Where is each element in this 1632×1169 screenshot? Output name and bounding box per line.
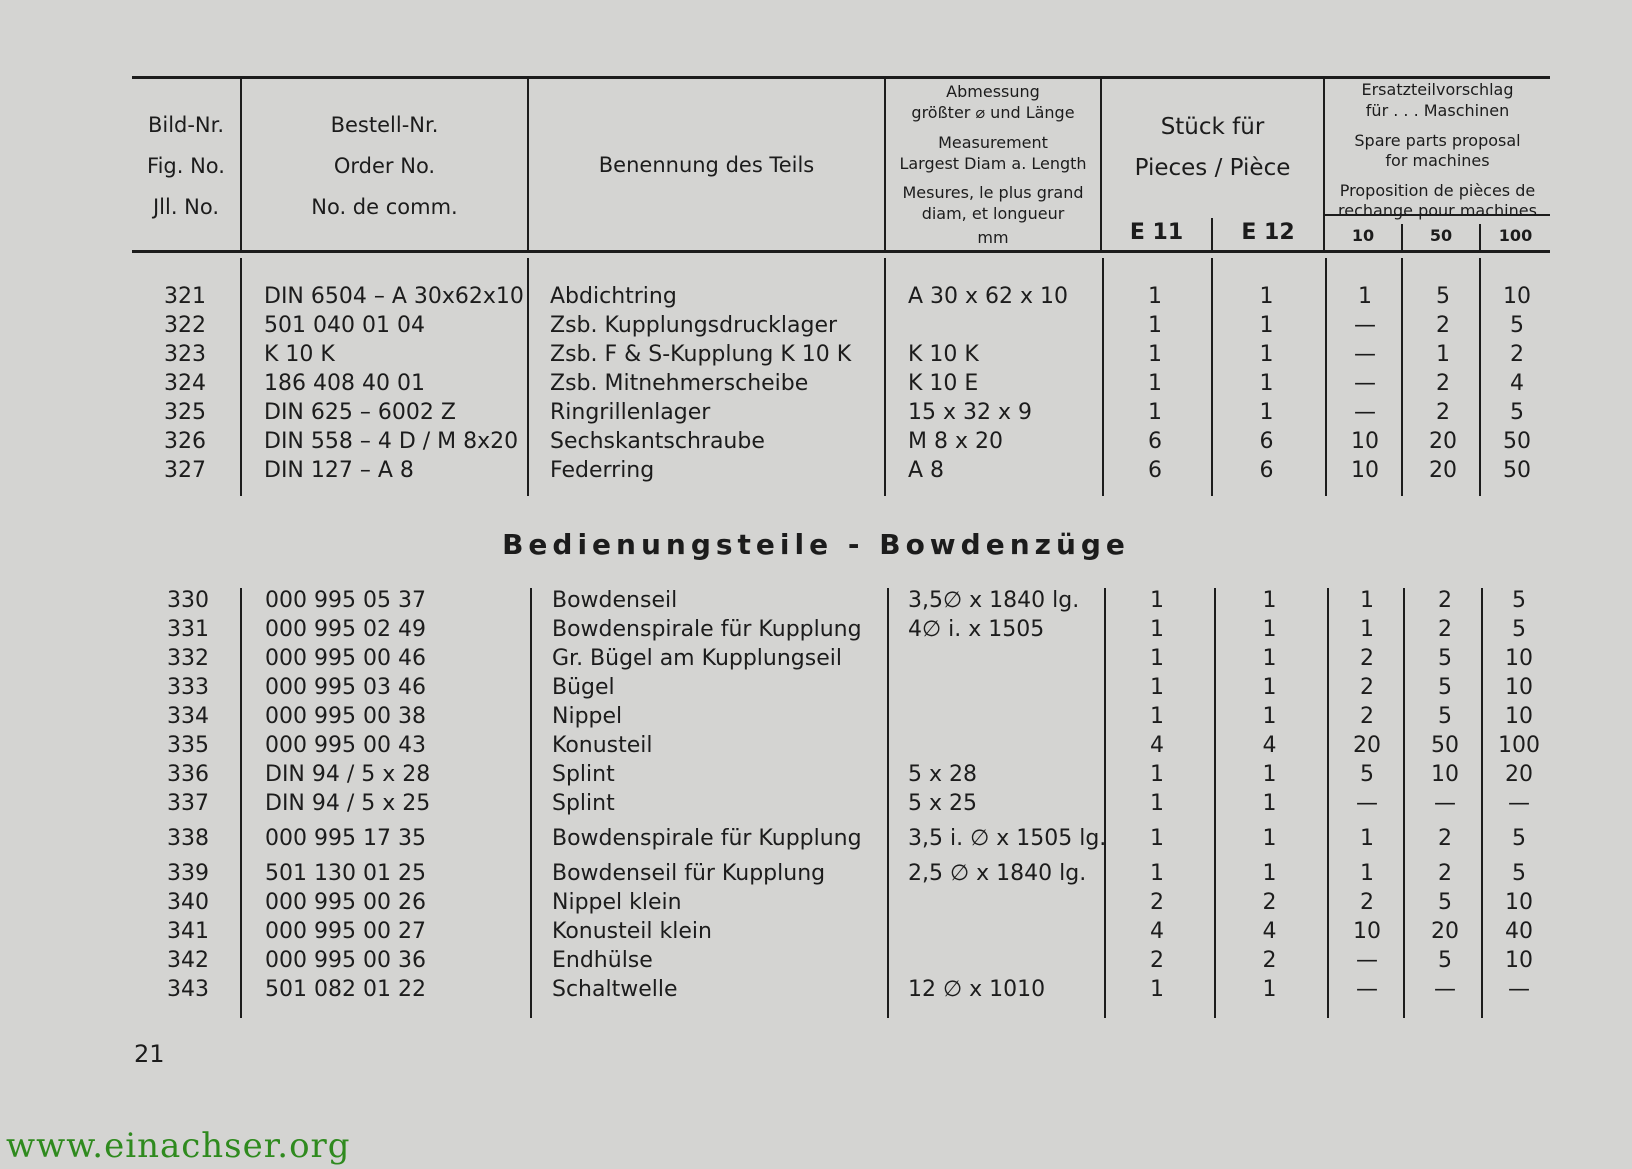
cell-s10: — bbox=[1354, 371, 1376, 396]
cell-name: Abdichtring bbox=[550, 284, 677, 309]
header-fig-de: Bild-Nr. bbox=[147, 113, 225, 137]
header-spare-line: Spare parts proposal bbox=[1354, 131, 1521, 150]
cell-s50: 5 bbox=[1438, 890, 1452, 915]
cell-order: 000 995 05 37 bbox=[265, 588, 426, 613]
cell-name: Bowdenspirale für Kupplung bbox=[552, 826, 862, 851]
cell-order: DIN 94 / 5 x 28 bbox=[265, 762, 431, 787]
cell-s100: 10 bbox=[1503, 284, 1531, 309]
cell-e11: 1 bbox=[1150, 861, 1164, 886]
cell-s50: 20 bbox=[1429, 458, 1457, 483]
column-divider bbox=[1214, 588, 1216, 1018]
cell-name: Endhülse bbox=[552, 948, 653, 973]
cell-e12: 1 bbox=[1262, 588, 1277, 613]
cell-s10: 1 bbox=[1358, 284, 1372, 309]
cell-order: 000 995 00 36 bbox=[265, 948, 426, 973]
cell-order: 000 995 00 43 bbox=[265, 733, 426, 758]
cell-s50: 2 bbox=[1438, 861, 1452, 886]
header-dim-line: Mesures, le plus grand bbox=[902, 183, 1084, 202]
cell-s50: 5 bbox=[1438, 646, 1452, 671]
cell-e11: 1 bbox=[1150, 675, 1164, 700]
cell-e12: 1 bbox=[1262, 704, 1277, 729]
cell-s10: 10 bbox=[1351, 458, 1379, 483]
cell-name: Ringrillenlager bbox=[550, 400, 711, 425]
cell-dim: K 10 E bbox=[908, 371, 979, 396]
header-spare-line: Ersatzteilvorschlag bbox=[1361, 80, 1514, 99]
cell-e12: 4 bbox=[1262, 733, 1277, 758]
cell-s50: 1 bbox=[1436, 342, 1450, 367]
header-fig-en: Fig. No. bbox=[147, 154, 225, 178]
cell-order: 000 995 17 35 bbox=[265, 826, 426, 851]
cell-name: Sechskantschraube bbox=[550, 429, 765, 454]
cell-dim: 5 x 25 bbox=[908, 791, 977, 816]
cell-e12: 1 bbox=[1262, 762, 1277, 787]
cell-name: Federring bbox=[550, 458, 655, 483]
header-spare-line: für . . . Maschinen bbox=[1365, 101, 1510, 120]
header-machines-50: 50 bbox=[1429, 226, 1453, 245]
cell-name: Gr. Bügel am Kupplungseil bbox=[552, 646, 842, 671]
cell-e11: 1 bbox=[1150, 704, 1164, 729]
cell-e12: 1 bbox=[1262, 977, 1277, 1002]
cell-fig: 338 bbox=[167, 826, 209, 851]
cell-s100: 10 bbox=[1505, 890, 1533, 915]
cell-dim: 5 x 28 bbox=[908, 762, 977, 787]
site-watermark: www.einachser.org bbox=[6, 1126, 351, 1166]
column-divider bbox=[1211, 258, 1213, 496]
cell-s10: — bbox=[1354, 313, 1376, 338]
cell-fig: 336 bbox=[167, 762, 209, 787]
cell-e12: 1 bbox=[1262, 791, 1277, 816]
cell-name: Bowdenseil bbox=[552, 588, 678, 613]
cell-dim: 12 ∅ x 1010 bbox=[908, 977, 1046, 1002]
header-order-fr: No. de comm. bbox=[311, 195, 458, 219]
cell-s10: 1 bbox=[1360, 588, 1374, 613]
cell-fig: 335 bbox=[167, 733, 209, 758]
cell-fig: 339 bbox=[167, 861, 209, 886]
cell-fig: 327 bbox=[164, 458, 206, 483]
cell-fig: 334 bbox=[167, 704, 209, 729]
header-machines-10: 10 bbox=[1351, 226, 1375, 245]
cell-order: DIN 625 – 6002 Z bbox=[264, 400, 456, 425]
cell-name: Schaltwelle bbox=[552, 977, 678, 1002]
header-e12: E 12 bbox=[1241, 220, 1295, 245]
cell-e11: 4 bbox=[1150, 733, 1164, 758]
cell-dim: A 8 bbox=[908, 458, 945, 483]
cell-e11: 1 bbox=[1148, 313, 1162, 338]
cell-order: 186 408 40 01 bbox=[264, 371, 425, 396]
cell-e12: 6 bbox=[1259, 429, 1274, 454]
cell-e12: 1 bbox=[1262, 646, 1277, 671]
column-divider bbox=[884, 258, 886, 496]
cell-e11: 2 bbox=[1150, 890, 1164, 915]
cell-name: Bowdenseil für Kupplung bbox=[552, 861, 826, 886]
cell-fig: 331 bbox=[167, 617, 209, 642]
cell-s10: — bbox=[1354, 400, 1376, 425]
cell-fig: 330 bbox=[167, 588, 209, 613]
cell-s10: 1 bbox=[1360, 826, 1374, 851]
cell-e12: 1 bbox=[1262, 617, 1277, 642]
header-dim-line: Abmessung bbox=[946, 82, 1040, 101]
cell-order: DIN 6504 – A 30x62x10 bbox=[264, 284, 524, 309]
cell-s50: 2 bbox=[1438, 826, 1452, 851]
cell-e11: 1 bbox=[1148, 400, 1162, 425]
cell-name: Zsb. F & S-Kupplung K 10 K bbox=[550, 342, 852, 367]
cell-e11: 1 bbox=[1148, 342, 1162, 367]
page-number: 21 bbox=[134, 1040, 165, 1068]
header-machines-100: 100 bbox=[1498, 226, 1533, 245]
cell-s50: 20 bbox=[1431, 919, 1459, 944]
cell-e11: 1 bbox=[1148, 371, 1162, 396]
cell-e12: 1 bbox=[1259, 342, 1274, 367]
cell-s100: 2 bbox=[1510, 342, 1524, 367]
cell-e11: 4 bbox=[1150, 919, 1164, 944]
cell-e11: 1 bbox=[1150, 791, 1164, 816]
cell-name: Splint bbox=[552, 791, 615, 816]
cell-s100: — bbox=[1508, 977, 1530, 1002]
cell-s100: 4 bbox=[1510, 371, 1524, 396]
cell-order: DIN 94 / 5 x 25 bbox=[265, 791, 431, 816]
cell-name: Nippel klein bbox=[552, 890, 682, 915]
cell-name: Bowdenspirale für Kupplung bbox=[552, 617, 862, 642]
cell-e11: 1 bbox=[1150, 588, 1164, 613]
cell-name: Splint bbox=[552, 762, 615, 787]
cell-e12: 1 bbox=[1262, 675, 1277, 700]
cell-e11: 1 bbox=[1150, 617, 1164, 642]
cell-s100: 50 bbox=[1503, 429, 1531, 454]
cell-order: 000 995 00 26 bbox=[265, 890, 426, 915]
cell-e11: 1 bbox=[1150, 646, 1164, 671]
cell-s10: 1 bbox=[1360, 861, 1374, 886]
cell-name: Bügel bbox=[552, 675, 615, 700]
cell-e12: 2 bbox=[1262, 890, 1277, 915]
cell-s100: 50 bbox=[1503, 458, 1531, 483]
header-spare-line: rechange pour machines bbox=[1338, 201, 1537, 220]
cell-s100: 10 bbox=[1505, 646, 1533, 671]
cell-dim: 3,5∅ x 1840 lg. bbox=[908, 588, 1080, 613]
cell-order: K 10 K bbox=[264, 342, 335, 367]
cell-fig: 340 bbox=[167, 890, 209, 915]
cell-s50: 2 bbox=[1436, 371, 1450, 396]
cell-dim: 15 x 32 x 9 bbox=[908, 400, 1032, 425]
cell-s10: 10 bbox=[1353, 919, 1381, 944]
header-part-name: Benennung des Teils bbox=[598, 153, 815, 177]
header-dim-line: Largest Diam a. Length bbox=[899, 154, 1087, 173]
cell-fig: 337 bbox=[167, 791, 209, 816]
cell-dim: A 30 x 62 x 10 bbox=[908, 284, 1069, 309]
cell-s100: 5 bbox=[1512, 826, 1526, 851]
cell-s50: 5 bbox=[1438, 704, 1452, 729]
header-order-en: Order No. bbox=[333, 154, 436, 178]
cell-e11: 1 bbox=[1150, 826, 1164, 851]
cell-s50: 2 bbox=[1438, 588, 1452, 613]
column-divider bbox=[530, 588, 532, 1018]
cell-s100: 10 bbox=[1505, 675, 1533, 700]
cell-name: Zsb. Kupplungsdrucklager bbox=[550, 313, 838, 338]
cell-e12: 6 bbox=[1259, 458, 1274, 483]
cell-fig: 325 bbox=[164, 400, 206, 425]
cell-fig: 326 bbox=[164, 429, 206, 454]
cell-e12: 4 bbox=[1262, 919, 1277, 944]
cell-fig: 323 bbox=[164, 342, 206, 367]
cell-e12: 1 bbox=[1259, 313, 1274, 338]
header-spare-line: for machines bbox=[1385, 151, 1490, 170]
cell-s10: — bbox=[1356, 977, 1378, 1002]
cell-s50: 5 bbox=[1436, 284, 1450, 309]
cell-s10: 1 bbox=[1360, 617, 1374, 642]
cell-e11: 1 bbox=[1150, 762, 1164, 787]
cell-name: Nippel bbox=[552, 704, 623, 729]
header-pieces-en-fr: Pieces / Pièce bbox=[1134, 155, 1291, 181]
table-top-rule bbox=[132, 76, 1550, 79]
header-dim-line: diam, et longueur bbox=[921, 204, 1065, 223]
cell-s100: 5 bbox=[1512, 861, 1526, 886]
cell-name: Konusteil klein bbox=[552, 919, 712, 944]
cell-e12: 1 bbox=[1262, 826, 1277, 851]
cell-s50: — bbox=[1434, 977, 1456, 1002]
cell-fig: 343 bbox=[167, 977, 209, 1002]
cell-order: 000 995 00 38 bbox=[265, 704, 426, 729]
cell-s50: 5 bbox=[1438, 948, 1452, 973]
cell-fig: 333 bbox=[167, 675, 209, 700]
cell-fig: 332 bbox=[167, 646, 209, 671]
cell-s50: — bbox=[1434, 791, 1456, 816]
cell-e12: 1 bbox=[1259, 284, 1274, 309]
cell-e12: 1 bbox=[1259, 400, 1274, 425]
cell-e12: 1 bbox=[1259, 371, 1274, 396]
cell-s50: 50 bbox=[1431, 733, 1459, 758]
cell-s10: — bbox=[1356, 948, 1378, 973]
header-pieces-de: Stück für bbox=[1160, 114, 1265, 140]
cell-fig: 321 bbox=[164, 284, 206, 309]
cell-dim: 4∅ i. x 1505 bbox=[908, 617, 1045, 642]
column-divider bbox=[1104, 588, 1106, 1018]
cell-fig: 322 bbox=[164, 313, 206, 338]
header-e11: E 11 bbox=[1129, 220, 1184, 245]
cell-order: 501 040 01 04 bbox=[264, 313, 425, 338]
header-bottom-rule bbox=[132, 250, 1550, 253]
cell-name: Zsb. Mitnehmerscheibe bbox=[550, 371, 809, 396]
cell-e12: 1 bbox=[1262, 861, 1277, 886]
cell-s100: 5 bbox=[1512, 588, 1526, 613]
header-order-de: Bestell-Nr. bbox=[330, 113, 439, 137]
header-fig-fr: Jll. No. bbox=[152, 195, 220, 219]
cell-e12: 2 bbox=[1262, 948, 1277, 973]
cell-order: DIN 127 – A 8 bbox=[264, 458, 414, 483]
cell-s10: 5 bbox=[1360, 762, 1374, 787]
cell-e11: 6 bbox=[1148, 458, 1162, 483]
cell-s50: 10 bbox=[1431, 762, 1459, 787]
cell-s100: 5 bbox=[1510, 400, 1524, 425]
cell-order: 000 995 03 46 bbox=[265, 675, 426, 700]
cell-s100: 5 bbox=[1510, 313, 1524, 338]
header-dim-unit: mm bbox=[977, 228, 1009, 247]
cell-dim: 3,5 i. ∅ x 1505 lg. bbox=[908, 826, 1107, 851]
cell-s10: 20 bbox=[1353, 733, 1381, 758]
cell-dim: K 10 K bbox=[908, 342, 979, 367]
cell-order: 000 995 00 46 bbox=[265, 646, 426, 671]
cell-s10: 10 bbox=[1351, 429, 1379, 454]
cell-e11: 1 bbox=[1150, 977, 1164, 1002]
cell-name: Konusteil bbox=[552, 733, 653, 758]
cell-dim: M 8 x 20 bbox=[908, 429, 1003, 454]
cell-s50: 20 bbox=[1429, 429, 1457, 454]
cell-s10: — bbox=[1356, 791, 1378, 816]
cell-s100: 5 bbox=[1512, 617, 1526, 642]
cell-s100: 10 bbox=[1505, 704, 1533, 729]
cell-dim: 2,5 ∅ x 1840 lg. bbox=[908, 861, 1087, 886]
cell-e11: 1 bbox=[1148, 284, 1162, 309]
header-dim-line: Measurement bbox=[938, 133, 1048, 152]
cell-s10: 2 bbox=[1360, 890, 1374, 915]
cell-s10: — bbox=[1354, 342, 1376, 367]
cell-e11: 2 bbox=[1150, 948, 1164, 973]
cell-order: 501 082 01 22 bbox=[265, 977, 426, 1002]
section-title: Bedienungsteile - Bowdenzüge bbox=[502, 528, 1130, 561]
cell-s10: 2 bbox=[1360, 646, 1374, 671]
cell-s100: 20 bbox=[1505, 762, 1533, 787]
cell-fig: 324 bbox=[164, 371, 206, 396]
cell-s10: 2 bbox=[1360, 675, 1374, 700]
column-divider bbox=[240, 588, 242, 1018]
header-dim-line: größter ⌀ und Länge bbox=[911, 103, 1075, 122]
cell-order: 000 995 00 27 bbox=[265, 919, 426, 944]
cell-order: 000 995 02 49 bbox=[265, 617, 426, 642]
cell-s100: 10 bbox=[1505, 948, 1533, 973]
cell-s50: 2 bbox=[1438, 617, 1452, 642]
cell-s10: 2 bbox=[1360, 704, 1374, 729]
cell-s50: 2 bbox=[1436, 400, 1450, 425]
column-divider bbox=[527, 258, 529, 496]
cell-s50: 5 bbox=[1438, 675, 1452, 700]
cell-s100: 100 bbox=[1498, 733, 1540, 758]
cell-e11: 6 bbox=[1148, 429, 1162, 454]
cell-s100: 40 bbox=[1505, 919, 1533, 944]
header-spare-line: Proposition de pièces de bbox=[1339, 181, 1536, 200]
cell-s50: 2 bbox=[1436, 313, 1450, 338]
cell-order: 501 130 01 25 bbox=[265, 861, 426, 886]
cell-order: DIN 558 – 4 D / M 8x20 bbox=[264, 429, 519, 454]
cell-fig: 342 bbox=[167, 948, 209, 973]
column-divider bbox=[1102, 258, 1104, 496]
column-divider bbox=[240, 258, 242, 496]
cell-fig: 341 bbox=[167, 919, 209, 944]
cell-s100: — bbox=[1508, 791, 1530, 816]
column-divider bbox=[887, 588, 889, 1018]
